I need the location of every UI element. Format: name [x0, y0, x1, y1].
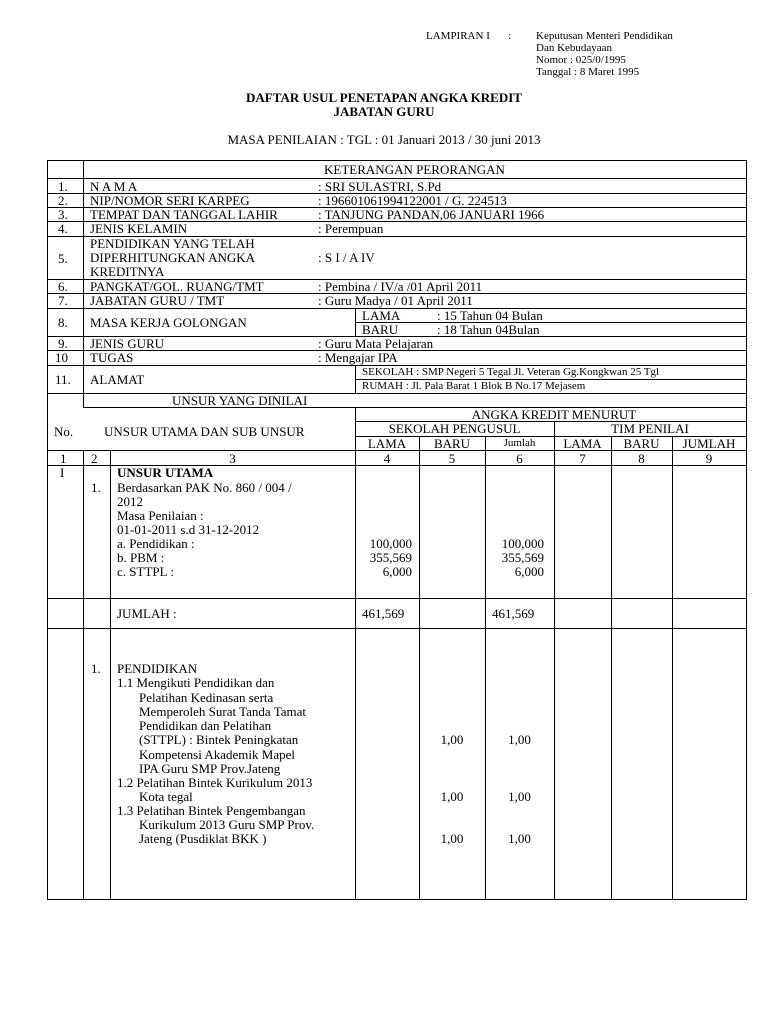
field-value-name: : SRI SULASTRI, S.Pd — [318, 179, 442, 194]
row-number: 4. — [58, 221, 68, 236]
field-label-nip: NIP/NOMOR SERI KARPEG — [90, 193, 250, 208]
item-number: 1. — [91, 480, 101, 495]
education-heading: PENDIDIKAN — [117, 661, 198, 676]
baru-column-header: BARU — [623, 436, 660, 451]
training-description: Memperoleh Surat Tanda Tamat — [139, 704, 307, 719]
credit-value: 100,000 — [501, 536, 544, 551]
credit-value: 1,00 — [508, 831, 531, 846]
personal-section-heading: KETERANGAN PERORANGAN — [324, 162, 505, 177]
document-subtitle: JABATAN GURU — [333, 104, 435, 119]
lampiran-label: LAMPIRAN I — [426, 30, 490, 42]
credit-value: 1,00 — [508, 789, 531, 804]
decree-number: Nomor : 025/0/1995 — [536, 54, 626, 66]
jumlah-column-header: Jumlah — [503, 437, 536, 449]
baru-column-header: BARU — [433, 436, 471, 451]
field-label-education: KREDITNYA — [90, 264, 165, 279]
credit-value: 355,569 — [369, 550, 412, 565]
column-number: 6 — [516, 451, 523, 466]
document-title: DAFTAR USUL PENETAPAN ANGKA KREDIT — [246, 90, 522, 105]
proposer-school-header: SEKOLAH PENGUSUL — [388, 421, 521, 436]
decree-line: Keputusan Menteri Pendidikan — [536, 30, 673, 42]
row-number: 9. — [58, 336, 68, 351]
credit-value: 1,00 — [440, 831, 464, 846]
credit-value: 355,569 — [501, 550, 544, 565]
element-column-header: UNSUR UTAMA DAN SUB UNSUR — [104, 424, 305, 439]
credit-value: 6,000 — [514, 564, 544, 579]
sub-item-label: c. STTPL : — [117, 564, 174, 579]
total-label: JUMLAH : — [117, 606, 177, 621]
jumlah-column-header: JUMLAH — [682, 436, 736, 451]
field-value-gender: : Perempuan — [318, 221, 384, 236]
pak-reference: Berdasarkan PAK No. 860 / 004 / — [117, 480, 292, 495]
no-column-header: No. — [54, 424, 74, 439]
field-label-birth: TEMPAT DAN TANGGAL LAHIR — [90, 207, 278, 222]
training-description: 1.1 Mengikuti Pendidikan dan — [117, 675, 275, 690]
row-number: 6. — [58, 279, 68, 294]
total-value: 461,569 — [362, 606, 405, 621]
training-description: 1.3 Pelatihan Bintek Pengembangan — [117, 803, 306, 818]
column-number: 5 — [448, 451, 456, 466]
row-number: 5. — [58, 251, 68, 266]
decree-date: Tanggal : 8 Maret 1995 — [536, 66, 640, 78]
credit-value: 1,00 — [440, 732, 464, 747]
service-lama-value: : 15 Tahun 04 Bulan — [437, 308, 543, 323]
row-roman-numeral: I — [60, 465, 65, 480]
pak-period-value: 01-01-2011 s.d 31-12-2012 — [117, 522, 260, 537]
field-label-service: MASA KERJA GOLONGAN — [90, 315, 247, 330]
field-value-task: : Mengajar IPA — [318, 350, 398, 365]
assessor-team-header: TIM PENILAI — [611, 421, 689, 436]
total-value: 461,569 — [492, 606, 535, 621]
field-value-position: : Guru Madya / 01 April 2011 — [318, 293, 473, 308]
lama-column-header: LAMA — [367, 436, 407, 451]
service-lama-label: LAMA — [362, 308, 401, 323]
field-label-education: PENDIDIKAN YANG TELAH — [90, 236, 255, 251]
training-description: (STTPL) : Bintek Peningkatan — [139, 732, 299, 747]
field-label-rank: PANGKAT/GOL. RUANG/TMT — [90, 279, 264, 294]
item-number: 1. — [91, 661, 101, 676]
field-label-task: TUGAS — [90, 350, 134, 365]
row-number: 8. — [58, 315, 68, 330]
lampiran-colon: : — [508, 30, 512, 42]
column-number: 7 — [579, 451, 586, 466]
credit-value: 100,000 — [369, 536, 412, 551]
sub-item-label: b. PBM : — [117, 550, 165, 565]
column-number: 1 — [60, 451, 67, 466]
credit-value: 1,00 — [440, 789, 464, 804]
credit-value: 6,000 — [382, 564, 412, 579]
sub-item-label: a. Pendidikan : — [117, 536, 195, 551]
training-description: IPA Guru SMP Prov.Jateng — [139, 761, 281, 776]
pak-period-label: Masa Penilaian : — [117, 508, 204, 523]
row-number: 11. — [55, 372, 71, 387]
assessed-elements-heading: UNSUR YANG DINILAI — [172, 393, 308, 408]
pak-reference: 2012 — [117, 494, 143, 509]
training-description: 1.2 Pelatihan Bintek Kurikulum 2013 — [117, 775, 313, 790]
field-value-education: : S I / A IV — [318, 250, 375, 265]
row-number: 7. — [58, 293, 68, 308]
training-description: Jateng (Pusdiklat BKK ) — [139, 831, 267, 846]
decree-line: Dan Kebudayaan — [536, 42, 613, 54]
column-number: 9 — [705, 451, 713, 466]
column-number: 3 — [229, 451, 236, 466]
field-label-address: ALAMAT — [90, 372, 145, 387]
field-value-rank: : Pembina / IV/a /01 April 2011 — [318, 279, 483, 294]
column-number: 8 — [638, 451, 645, 466]
field-label-teacher-type: JENIS GURU — [90, 336, 165, 351]
address-home: RUMAH : Jl. Pala Barat 1 Blok B No.17 Mejasem — [362, 380, 586, 392]
service-baru-value: : 18 Tahun 04Bulan — [437, 322, 540, 337]
training-description: Pendidikan dan Pelatihan — [139, 718, 272, 733]
row-number: 10 — [55, 350, 68, 365]
field-label-name: N A M A — [90, 179, 138, 194]
column-number: 2 — [91, 451, 98, 466]
row-number: 3. — [58, 207, 68, 222]
training-description: Pelatihan Kedinasan serta — [139, 690, 274, 705]
column-number: 4 — [383, 451, 391, 466]
field-label-gender: JENIS KELAMIN — [90, 221, 188, 236]
field-value-teacher-type: : Guru Mata Pelajaran — [318, 336, 434, 351]
row-number: 2. — [58, 193, 68, 208]
lama-column-header: LAMA — [563, 436, 602, 451]
assessment-period: MASA PENILAIAN : TGL : 01 Januari 2013 / 30 juni 2013 — [227, 132, 541, 147]
training-description: Kota tegal — [139, 789, 193, 804]
credit-value: 1,00 — [508, 732, 531, 747]
field-label-education: DIPERHITUNGKAN ANGKA — [90, 250, 256, 265]
address-school: SEKOLAH : SMP Negeri 5 Tegal Jl. Veteran Gg.Kongkwan 25 Tgl — [362, 366, 660, 378]
training-description: Kompetensi Akademik Mapel — [139, 747, 295, 762]
credit-by-heading: ANGKA KREDIT MENURUT — [471, 407, 637, 422]
field-label-position: JABATAN GURU / TMT — [90, 293, 225, 308]
row-number: 1. — [58, 179, 68, 194]
main-element-heading: UNSUR UTAMA — [117, 465, 214, 480]
service-baru-label: BARU — [362, 322, 399, 337]
field-value-birth: : TANJUNG PANDAN,06 JANUARI 1966 — [318, 207, 545, 222]
field-value-nip: : 196601061994122001 / G. 224513 — [318, 193, 507, 208]
training-description: Kurikulum 2013 Guru SMP Prov. — [139, 817, 315, 832]
